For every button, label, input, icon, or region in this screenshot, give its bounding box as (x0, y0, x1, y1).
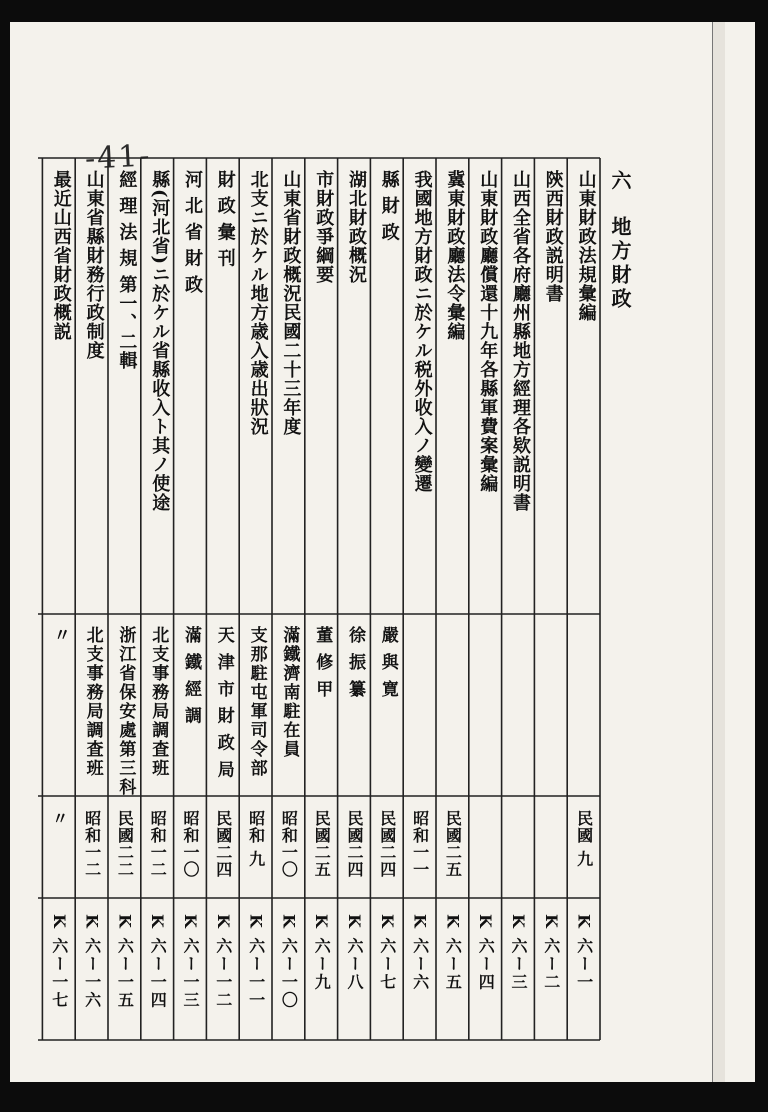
entry-author: 嚴 與 寛 (377, 626, 398, 699)
entry-title: 縣(河北省)ニ於ケル省縣收入ト其ノ使途 (149, 170, 171, 513)
entry-author: 滿鐵濟南駐在員 (279, 626, 300, 759)
entry-code: K 六ー六 (410, 914, 430, 992)
entry-date: 民國二五 (312, 810, 332, 878)
entry-date: 昭和一〇 (181, 810, 200, 878)
entry-author: 浙江省保安處第三科 (115, 626, 136, 797)
entry-code: K 六ー一四 (148, 914, 168, 1010)
entry-code: K 六ー四 (476, 914, 496, 992)
entry-title: 山東財政廳償還十九年各縣軍費案彙編 (477, 170, 499, 493)
entry-date: 民國二五 (443, 810, 463, 878)
entry-code: K 六ー七 (377, 914, 397, 992)
section-heading (606, 170, 635, 312)
entry-date: 昭和一一 (410, 810, 430, 878)
entry-code: K 六ー一三 (181, 914, 200, 1010)
entry-title: 河 北 省 財 政 (182, 170, 203, 295)
entry-code: K 六ー三 (509, 914, 528, 992)
entry-date: 昭和一二 (82, 810, 102, 878)
entry-code: K 六ー一七 (49, 914, 69, 1010)
entry-title: 縣 財 政 (378, 170, 400, 242)
entry-date: 昭和一二 (148, 810, 168, 878)
entry-title: 陝西財政説明書 (542, 170, 564, 303)
entry-title: 山東省縣財務行政制度 (83, 170, 105, 360)
entry-date: 昭和 九 (246, 810, 266, 868)
entry-title: 財 政 彙 刊 (214, 170, 236, 268)
scanned-page (10, 22, 755, 1082)
entry-title: 經 理 法 規 第一、二輯 (116, 170, 138, 371)
entry-code: K 六ー一六 (82, 914, 102, 1010)
entry-code: K 六ー一 (574, 914, 594, 992)
entry-code: K 六ー九 (312, 914, 332, 992)
entry-code: K 六ー五 (443, 914, 463, 992)
entry-author: 董 修 甲 (312, 626, 333, 699)
entry-title: 北支ニ於ケル地方歳入歳出狀況 (247, 170, 269, 436)
entry-title: 湖北財政概況 (346, 170, 367, 284)
entry-date: 民國二四 (345, 810, 364, 878)
entry-date: 昭和一〇 (279, 810, 299, 878)
entry-title: 冀東財政廳法令彙編 (444, 170, 466, 341)
entry-author: 徐 振 纂 (345, 626, 365, 699)
entry-title: 山東財政法規彙編 (575, 170, 597, 322)
entry-title: 山西全省各府廳州縣地方經理各欵説明書 (510, 170, 531, 512)
entry-code: K 六ー一一 (246, 914, 266, 1010)
section-number: 六 (608, 170, 632, 190)
section-title: 地方財政 (608, 216, 632, 312)
entry-title: 最近山西省財政概説 (50, 170, 72, 341)
adjacent-page-edge (712, 22, 725, 1082)
page-number: -41- (84, 138, 153, 177)
entry-author: 北支事務局調査班 (148, 626, 169, 778)
entry-date: 民國二四 (213, 810, 233, 878)
entry-code: K 六ー八 (345, 914, 364, 992)
entry-author: 北支事務局調査班 (82, 626, 103, 778)
entry-author: 天 津 市 財 政 局 (213, 626, 234, 780)
entry-author: 〃 (49, 626, 70, 645)
entry-title: 我國地方財政ニ於ケル税外收入ノ變遷 (411, 170, 433, 493)
entry-title: 山東省財政概況民國二十三年度 (280, 170, 302, 436)
entry-date: 民國二四 (377, 810, 397, 878)
entry-author: 滿 鐵 經 調 (181, 626, 201, 726)
entry-author: 支那駐屯軍司令部 (246, 626, 267, 778)
entry-date: 民國二二 (115, 810, 135, 878)
entry-code: K 六ー一〇 (279, 914, 299, 1010)
entry-title: 市財政爭綱要 (313, 170, 335, 284)
entry-code: K 六ー一五 (115, 914, 135, 1010)
entry-code: K 六ー二 (541, 914, 561, 992)
entry-code: K 六ー一二 (213, 914, 233, 1010)
entry-date: 民國 九 (574, 810, 594, 868)
entry-date: 〃 (49, 810, 69, 827)
